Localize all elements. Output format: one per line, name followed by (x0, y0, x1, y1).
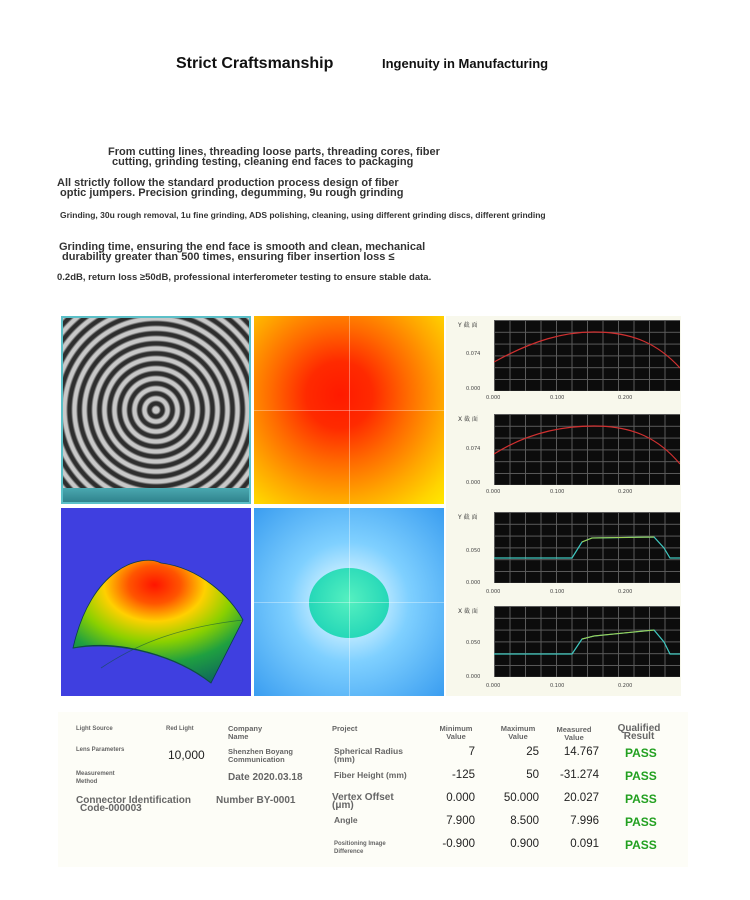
header-project: Project (332, 724, 358, 733)
paragraph-1-line-1: From cutting lines, threading loose parts, threading cores, fiber (108, 146, 440, 158)
graph-1-ytick-2: 0.000 (466, 386, 481, 392)
lens-parameters-value: 10,000 (168, 748, 205, 762)
row-4-max: 8.500 (510, 815, 539, 827)
graph-1-xtick-1: 0.000 (486, 395, 501, 401)
measurement-method-label: Measurement Method (76, 771, 115, 785)
connector-identification: Connector Identification (76, 795, 191, 806)
graph-3-xtick-2: 0.100 (550, 589, 565, 595)
graph-4-ytick-1: 0.050 (466, 640, 481, 646)
lens-parameters-label: Lens Parameters (76, 747, 125, 753)
row-1-min: 7 (468, 746, 475, 758)
header-result: Qualified Result (617, 723, 661, 742)
graph-2-axis-label: X 截 面 (458, 416, 478, 423)
graph-3-ytick-1: 0.050 (466, 548, 481, 554)
row-5-result: PASS (625, 838, 657, 852)
light-source-label: Light Source (76, 726, 113, 732)
connector-code: Code-000003 (80, 803, 142, 814)
row-2-name: Fiber Height (mm) (334, 770, 407, 780)
graph-2-xtick-1: 0.000 (486, 489, 501, 495)
page-title: Strict Craftsmanship (176, 55, 334, 72)
graph-3-axis-label: Y 截 面 (458, 514, 478, 521)
row-3-min: 0.000 (446, 792, 475, 804)
graph-2-ytick-2: 0.000 (466, 480, 481, 486)
header-min: Minimum Value (439, 724, 473, 741)
row-2-min: -125 (451, 769, 475, 781)
report-number: Number BY-0001 (216, 795, 296, 806)
paragraph-5: 0.2dB, return loss ≥50dB, professional interferometer testing to ensure stable data. (57, 272, 432, 283)
paragraph-2-line-1: All strictly follow the standard production process design of fiber (57, 177, 399, 189)
report-date: Date 2020.03.18 (228, 772, 303, 783)
row-2-max: 50 (526, 769, 539, 781)
graph-3-xtick-1: 0.000 (486, 589, 501, 595)
graph-4-ytick-2: 0.000 (466, 674, 481, 680)
row-5-name: Positioning Image Difference (334, 841, 386, 855)
row-4-min: 7.900 (446, 815, 475, 827)
header-max: Maximum Value (500, 724, 536, 741)
row-5-measured: 0.091 (570, 838, 599, 850)
graph-2-xtick-2: 0.100 (550, 489, 565, 495)
graph-3-plot (494, 512, 680, 583)
paragraph-4-line-1: Grinding time, ensuring the end face is smooth and clean, mechanical (59, 241, 426, 253)
graph-1-ytick-1: 0.074 (466, 351, 481, 357)
light-source-value: Red Light (166, 726, 194, 732)
graph-3-xtick-3: 0.200 (618, 589, 633, 595)
graph-1-axis-label: Y 截 面 (458, 322, 478, 329)
graph-1-xtick-3: 0.200 (618, 395, 633, 401)
graph-3-ytick-2: 0.000 (466, 580, 481, 586)
graph-4-xtick-3: 0.200 (618, 683, 633, 689)
row-2-result: PASS (625, 769, 657, 783)
company-name-value: Shenzhen Boyang Communication (228, 747, 294, 764)
profile-graphs (446, 316, 681, 696)
row-3-measured: 20.027 (563, 792, 599, 804)
graph-2-ytick-1: 0.074 (466, 446, 481, 452)
3d-surface-image (61, 508, 251, 696)
header-measured: Measured Value (556, 725, 592, 742)
paragraph-1-line-2: cutting, grinding testing, cleaning end faces to packaging (112, 156, 414, 168)
row-3-max: 50.000 (503, 792, 539, 804)
test-report-table (58, 712, 688, 867)
paragraph-4-line-2: durability greater than 500 times, ensuring fiber insertion loss ≤ (62, 251, 395, 263)
row-1-name: Spherical Radius (mm) (334, 746, 403, 764)
graph-4-xtick-2: 0.100 (550, 683, 565, 689)
row-5-max: 0.900 (510, 838, 539, 850)
row-4-measured: 7.996 (570, 815, 599, 827)
company-name-label: Company Name (228, 724, 263, 741)
row-2-measured: -31.274 (559, 769, 599, 781)
row-1-measured: 14.767 (563, 746, 599, 758)
row-3-result: PASS (625, 792, 657, 806)
paragraph-3: Grinding, 30u rough removal, 1u fine grinding, ADS polishing, cleaning, using different grinding discs, different grinding (60, 210, 546, 220)
graph-2-xtick-3: 0.200 (618, 489, 633, 495)
graph-2-plot (494, 414, 680, 485)
paragraph-2-line-2: optic jumpers. Precision grinding, degumming, 9u rough grinding (60, 187, 404, 199)
row-3-name: Vertex Offset (μm) (332, 792, 394, 811)
graph-4-xtick-1: 0.000 (486, 683, 501, 689)
interference-fringe-image (61, 316, 251, 504)
graph-4-axis-label: X 截 面 (458, 608, 478, 615)
row-1-max: 25 (526, 746, 539, 758)
page-subtitle: Ingenuity in Manufacturing (382, 56, 549, 71)
graph-1-plot (494, 320, 680, 391)
row-4-result: PASS (625, 815, 657, 829)
graph-4-plot (494, 606, 680, 677)
row-1-result: PASS (625, 746, 657, 760)
graph-1-xtick-2: 0.100 (550, 395, 565, 401)
flat-end-face-image (254, 508, 444, 696)
row-4-name: Angle (334, 815, 358, 825)
end-face-heatmap-image (254, 316, 444, 504)
row-5-min: -0.900 (442, 838, 475, 850)
